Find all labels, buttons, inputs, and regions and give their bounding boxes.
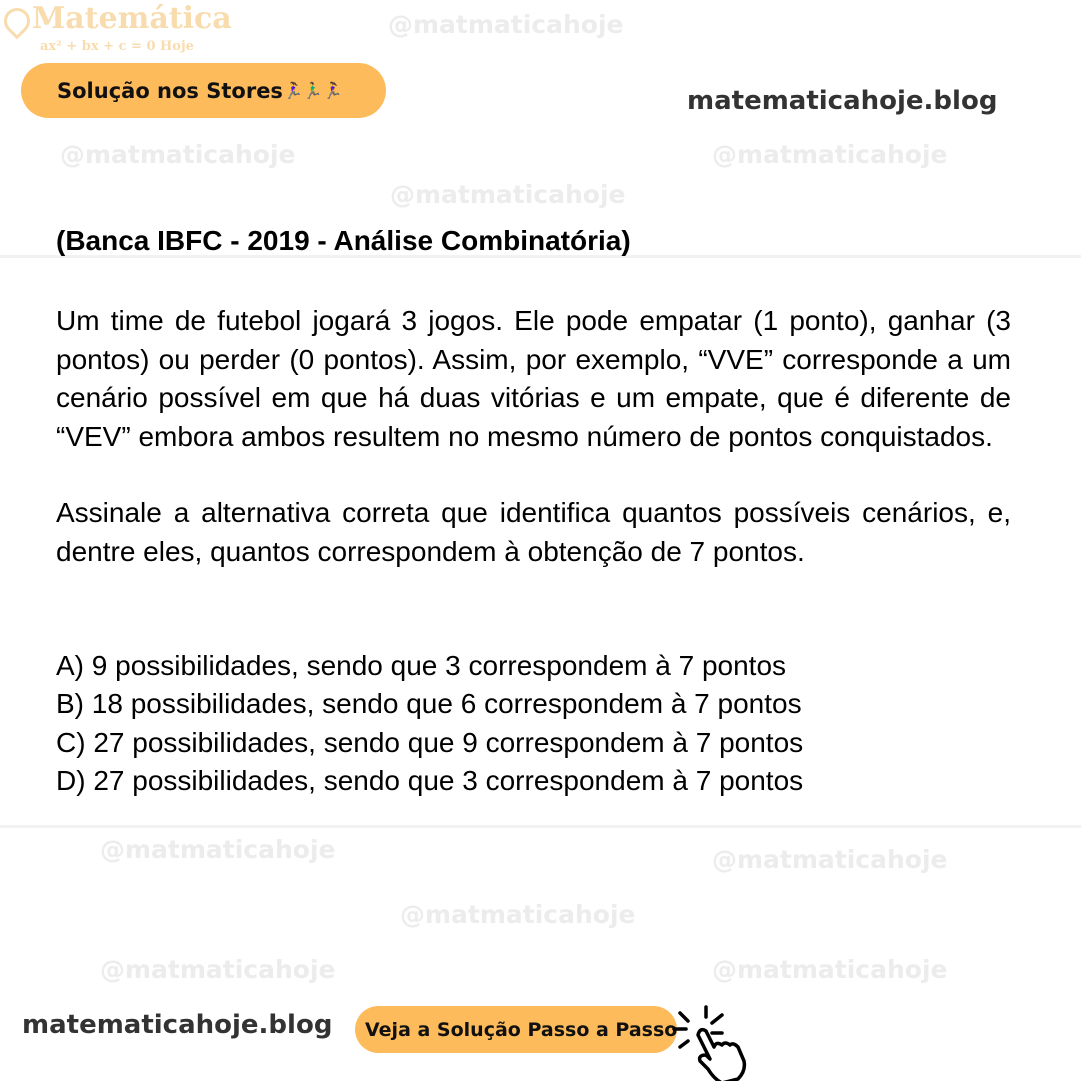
stores-button[interactable] [21, 63, 386, 118]
watermark: @matmaticahoje [390, 180, 626, 209]
solution-button[interactable] [355, 1006, 677, 1053]
watermark: @matmaticahoje [712, 845, 948, 874]
option-c: C) 27 possibilidades, sendo que 9 correspondem à 7 pontos [56, 727, 804, 758]
option-b: B) 18 possibilidades, sendo que 6 correspondem à 7 pontos [56, 688, 802, 719]
watermark: @matmaticahoje [712, 140, 948, 169]
question-paragraph: Um time de futebol jogará 3 jogos. Ele pode empatar (1 ponto), ganhar (3 pontos) ou perder (0 pontos). Assim, por exemplo, “VVE” corresponde a um cenário possível em que há duas vitórias e um empate, que é diferente de “VEV” embora ambos resultem no mesmo número de pontos conquistados. [56, 305, 1011, 452]
logo-subtitle: ax² + bx + c = 0 Hoje [40, 39, 194, 54]
option-a: A) 9 possibilidades, sendo que 3 correspondem à 7 pontos [56, 650, 787, 681]
watermark: @matmaticahoje [712, 955, 948, 984]
watermark: @matmaticahoje [388, 10, 624, 39]
divider [0, 825, 1081, 828]
watermark: @matmaticahoje [100, 835, 336, 864]
question-prompt: Assinale a alternativa correta que identifica quantos possíveis cenários, e, dentre eles, quantos correspondem à obtenção de 7 pontos. [56, 497, 1011, 567]
pointing-hand-icon [672, 1003, 752, 1081]
stores-button-label: Solução nos Stores [57, 78, 283, 103]
watermark: @matmaticahoje [100, 955, 336, 984]
footer-site-link[interactable]: matematicahoje.blog [22, 1010, 333, 1040]
watermark: @matmaticahoje [400, 900, 636, 929]
solution-button-label: Veja a Solução Passo a Passo [365, 1018, 678, 1041]
question-title: (Banca IBFC - 2019 - Análise Combinatória) [56, 225, 631, 256]
logo-title: Matemática [32, 1, 232, 36]
logo [4, 2, 234, 58]
runner-icons: 🏃‍♀️🏃‍♂️🏃‍♀️ [282, 81, 343, 100]
option-d: D) 27 possibilidades, sendo que 3 correspondem à 7 pontos [56, 765, 804, 796]
watermark: @matmaticahoje [60, 140, 296, 169]
map-pin-icon [0, 3, 35, 40]
site-link[interactable]: matematicahoje.blog [687, 86, 998, 116]
